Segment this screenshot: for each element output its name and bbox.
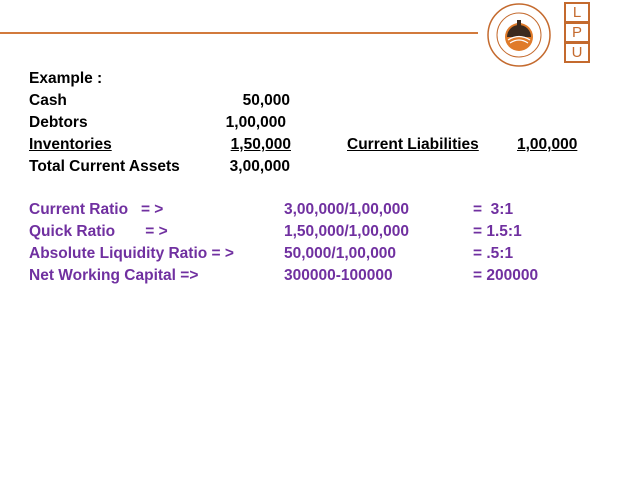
ratio-result-absolute-liquidity: = .5:1 [473, 245, 514, 262]
logo-letter-l: L [564, 2, 590, 23]
row-label-inventories: Inventories [29, 136, 112, 153]
liabilities-label: Current Liabilities [347, 136, 479, 153]
row-value-inventories: 1,50,000 [230, 136, 291, 153]
example-heading: Example : [29, 70, 103, 87]
row-value-cash: 50,000 [242, 92, 290, 109]
liabilities-value: 1,00,000 [517, 136, 578, 153]
ratio-formula-net-working-capital: 300000-100000 [284, 267, 393, 284]
ratio-result-net-working-capital: = 200000 [473, 267, 539, 284]
row-label-total-assets: Total Current Assets [29, 158, 180, 175]
ratio-result-current: = 3:1 [473, 201, 514, 218]
header-rule [0, 32, 478, 34]
ratio-label-current: Current Ratio = > [29, 201, 164, 218]
ratio-label-net-working-capital: Net Working Capital => [29, 267, 199, 284]
university-seal-icon [484, 2, 554, 68]
ratio-formula-absolute-liquidity: 50,000/1,00,000 [284, 245, 397, 262]
row-label-debtors: Debtors [29, 114, 88, 131]
row-label-cash: Cash [29, 92, 67, 109]
logo-letter-p: P [564, 22, 590, 43]
ratio-label-absolute-liquidity: Absolute Liquidity Ratio = > [29, 245, 234, 262]
row-value-debtors: 1,00,000 [225, 114, 286, 131]
row-value-total-assets: 3,00,000 [229, 158, 290, 175]
ratio-formula-current: 3,00,000/1,00,000 [284, 201, 409, 218]
ratio-formula-quick: 1,50,000/1,00,000 [284, 223, 409, 240]
ratio-label-quick: Quick Ratio = > [29, 223, 168, 240]
ratio-result-quick: = 1.5:1 [473, 223, 522, 240]
logo-letter-u: U [564, 42, 590, 63]
